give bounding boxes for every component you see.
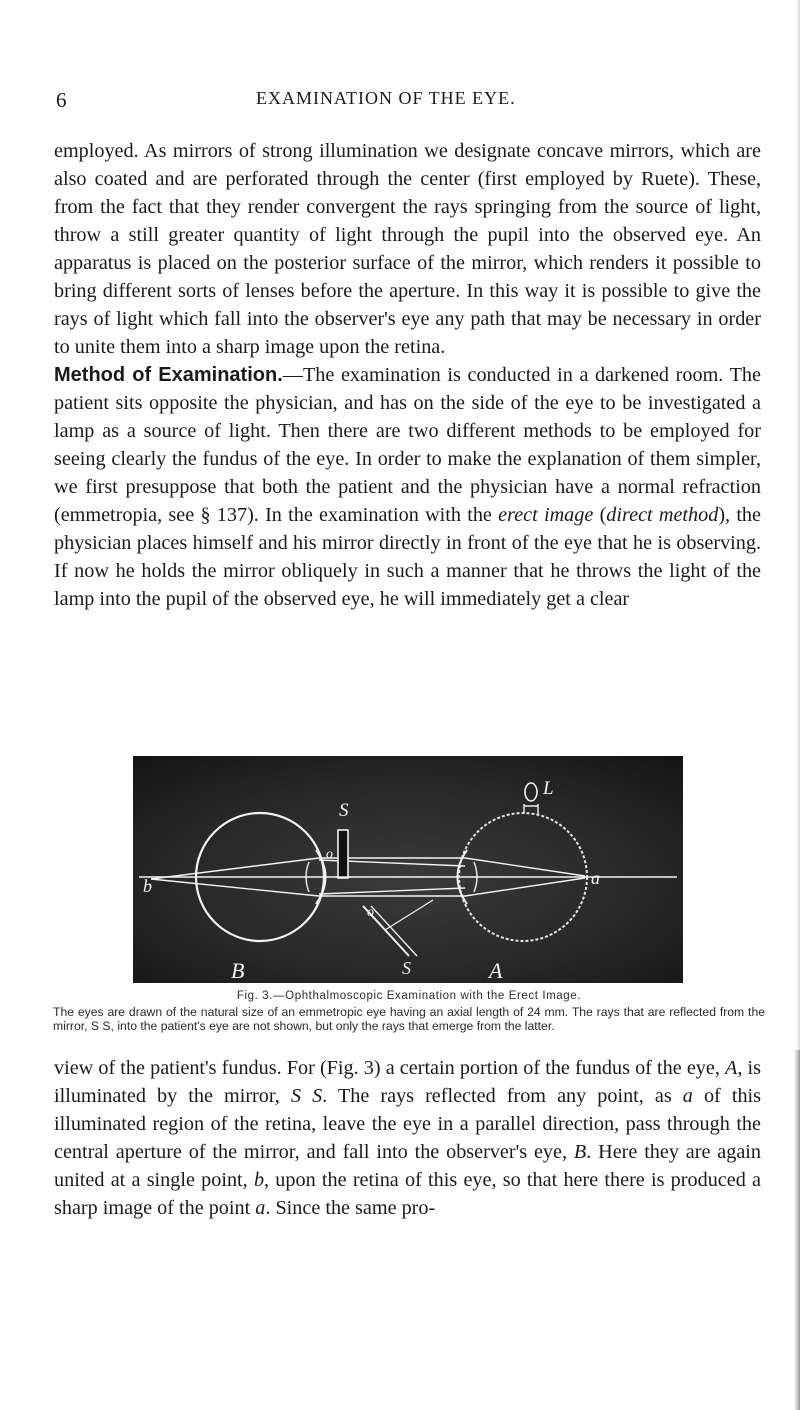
text-run: , upon the retina of this eye, so that here there is produced a sharp image of the point	[54, 1169, 761, 1219]
page-edge-shadow-lower	[794, 1050, 800, 1410]
text-run: —The examination is conducted in a darkened room. The patient sits opposite the physician, and has on the side of the eye to be investigated a lamp as a source of light. Then there are two different methods to be employed for seeing clearly the fundus of the eye. In order to make the explanation of them simpler, we first presuppose that both the patient and the physician have a normal refraction (emmetropia, see § 137). In the examination with the	[54, 364, 761, 526]
figure-caption	[53, 989, 765, 1033]
running-head	[56, 88, 756, 112]
emphasis-a-region: A	[725, 1057, 738, 1079]
ophthalmoscope-diagram	[133, 756, 683, 983]
caption-body: The eyes are drawn of the natural size of an emmetropic eye having an axial length of 24 mm. The rays that are reflected from the mirror, S S, into the patient's eye are not shown, but only the rays that emerge from the latter.	[53, 1005, 765, 1033]
text-run: (	[593, 504, 607, 526]
dark-plate-background	[133, 756, 683, 983]
label-observer-eye: B	[231, 958, 245, 983]
paragraph-mirrors: employed. As mirrors of strong illumination we designate concave mirrors, which are also coated and are perforated through the center (first employed by Ruete). These, from the fact that they render convergent the rays springing from the source of light, throw a still greater quantity of light through the pupil into the observed eye. An apparatus is placed on the posterior surface of the mirror, which renders it possible to bring different sorts of lenses before the aperture. In this way it is possible to give the rays of light which fall into the observer's eye any path that may be necessary in order to unite them into a sharp image upon the retina.	[54, 140, 761, 358]
label-o-lower: o	[367, 905, 374, 920]
emphasis-mirror: S S	[290, 1085, 323, 1107]
text-run: of this illuminated region of the retina, leave the eye in a parallel direction, pass through the central aperture of the mirror, and fall into the observer's eye,	[54, 1085, 762, 1163]
label-mirror-bottom: S	[402, 958, 411, 978]
text-run: . Here they are again united at a single point,	[54, 1141, 762, 1191]
label-lamp: L	[543, 778, 554, 799]
text-run: view of the patient's fundus. For (Fig. 3) a certain portion of the fundus of the eye,	[54, 1057, 726, 1079]
emphasis-point-a-2: a	[255, 1197, 266, 1219]
emphasis-point-a: a	[682, 1085, 693, 1107]
body-text-top	[54, 137, 761, 613]
text-run: , is illuminated by the mirror,	[54, 1057, 761, 1107]
label-patient-eye: A	[489, 958, 503, 983]
caption-title: Fig. 3.—Ophthalmoscopic Examination with the Erect Image.	[236, 990, 582, 1002]
page-heading: EXAMINATION OF THE EYE.	[256, 88, 516, 108]
emphasis-direct-method: direct method	[606, 504, 719, 526]
page-number: 6	[56, 88, 67, 112]
emphasis-point-b: b	[253, 1169, 265, 1191]
emphasis-erect-image: erect image	[498, 504, 594, 526]
body-text-bottom	[54, 1054, 761, 1222]
paragraph-method	[54, 361, 761, 613]
label-point-b: b	[143, 876, 152, 896]
section-heading: Method of Examination.	[54, 364, 283, 386]
label-o-upper: o	[326, 847, 333, 862]
label-point-a: a	[591, 868, 600, 888]
text-run: ), the physician places himself and his mirror directly in front of the eye that he is observing. If now he holds the mirror obliquely in such a manner that he throws the light of the lamp into the pupil of the observed eye, he will immediately get a clear	[54, 504, 761, 610]
figure-erect-image	[133, 756, 683, 983]
mirror-upper-half	[338, 830, 348, 878]
label-mirror-top: S	[339, 800, 349, 821]
text-run: . Since the same pro-	[265, 1197, 436, 1219]
emphasis-observer-eye: B	[573, 1141, 587, 1163]
paragraph-fundus-view	[54, 1054, 761, 1222]
text-run: . The rays reflected from any point, as	[322, 1085, 683, 1107]
